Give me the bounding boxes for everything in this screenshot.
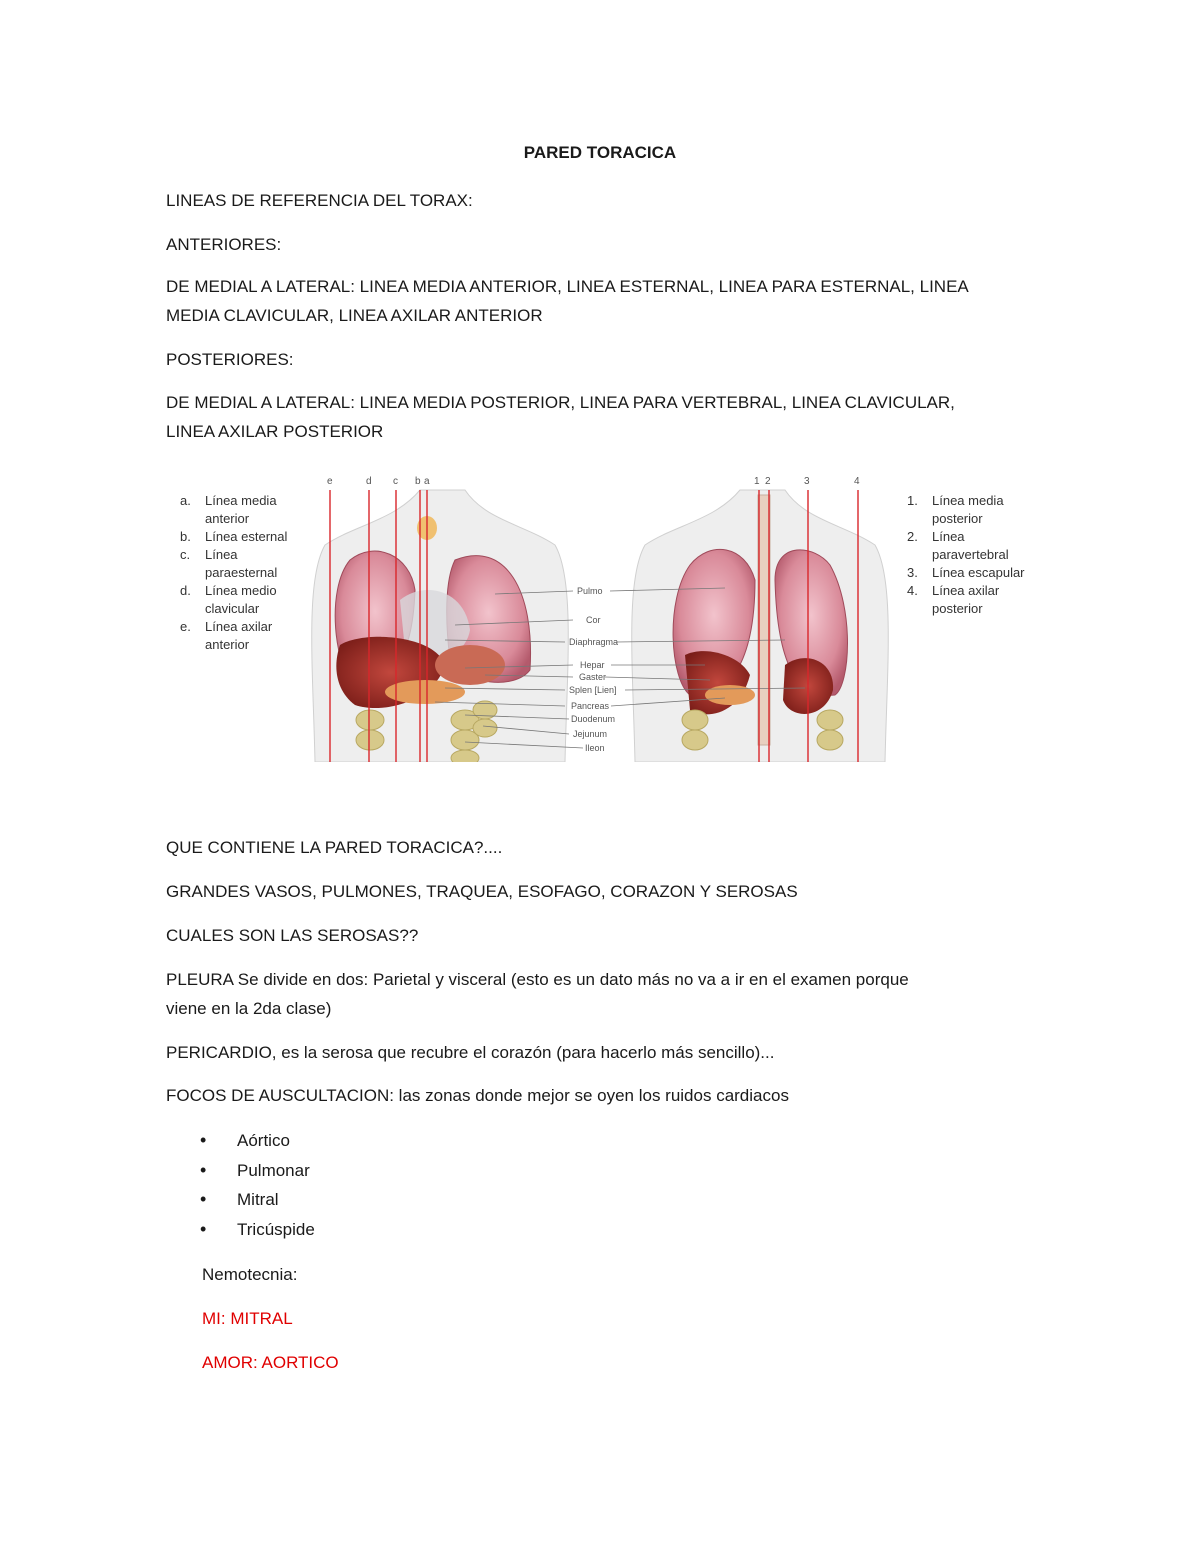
- list-item: • Mitral: [200, 1185, 315, 1215]
- legend-item-c: c. Línea paraesternal: [180, 547, 278, 580]
- line-label-3: 3: [804, 476, 810, 487]
- posteriores-text-line-2: LINEA AXILAR POSTERIOR: [166, 422, 384, 441]
- front-torso: [312, 490, 569, 762]
- legend-item-e: e. Línea axilar anterior: [180, 619, 273, 652]
- pleura-text-line-1: PLEURA Se divide en dos: Parietal y visceral (esto es un dato más no va a ir en el examen porque: [166, 970, 909, 989]
- legend-item-a: a. Línea media anterior: [180, 493, 277, 526]
- legend-item-b: b. Línea esternal: [180, 529, 288, 544]
- label-splen: Splen [Lien]: [569, 685, 617, 695]
- line-label-c: c: [393, 476, 398, 487]
- line-label-d: d: [366, 476, 372, 487]
- list-item: • Tricúspide: [200, 1215, 315, 1245]
- question-contents: QUE CONTIENE LA PARED TORACICA?....: [166, 838, 503, 857]
- label-hepar: Hepar: [580, 660, 605, 670]
- pericardio-text: PERICARDIO, es la serosa que recubre el corazón (para hacerlo más sencillo)...: [166, 1043, 775, 1062]
- posteriores-text-line-1: DE MEDIAL A LATERAL: LINEA MEDIA POSTERIOR, LINEA PARA VERTEBRAL, LINEA CLAVICULAR,: [166, 393, 955, 412]
- thorax-reference-lines-figure: [165, 470, 1045, 762]
- mnemonic-mi-mitral: MI: MITRAL: [202, 1309, 293, 1328]
- legend-item-3: 3. Línea escapular: [907, 565, 1025, 580]
- line-label-1: 1: [754, 476, 760, 487]
- anteriores-heading: ANTERIORES:: [166, 235, 282, 254]
- pleura-text-line-2: viene en la 2da clase): [166, 999, 332, 1018]
- line-label-b: b: [415, 476, 421, 487]
- question-serosas: CUALES SON LAS SEROSAS??: [166, 926, 419, 945]
- lines-heading: LINEAS DE REFERENCIA DEL TORAX:: [166, 191, 473, 210]
- legend-item-2: 2. Línea paravertebral: [907, 529, 1009, 562]
- line-label-e: e: [327, 476, 333, 487]
- line-label-a: a: [424, 476, 430, 487]
- list-item: • Aórtico: [200, 1126, 315, 1156]
- label-pulmo: Pulmo: [577, 586, 603, 596]
- focos-text: FOCOS DE AUSCULTACION: las zonas donde mejor se oyen los ruidos cardiacos: [166, 1086, 789, 1105]
- answer-contents: GRANDES VASOS, PULMONES, TRAQUEA, ESOFAGO, CORAZON Y SEROSAS: [166, 882, 798, 901]
- label-diaphragma: Diaphragma: [569, 637, 619, 647]
- legend-item-d: d. Línea medio clavicular: [180, 583, 277, 616]
- back-legend: [907, 492, 1025, 618]
- label-cor: Cor: [586, 615, 601, 625]
- label-pancreas: Pancreas: [571, 701, 610, 711]
- anteriores-text-line-1: DE MEDIAL A LATERAL: LINEA MEDIA ANTERIOR, LINEA ESTERNAL, LINEA PARA ESTERNAL, LINEA: [166, 277, 969, 296]
- focos-list: [200, 1126, 315, 1244]
- nemotecnia-label: Nemotecnia:: [202, 1265, 298, 1284]
- label-duodenum: Duodenum: [571, 714, 616, 724]
- label-gaster: Gaster: [579, 672, 607, 682]
- page-title: PARED TORACICA: [523, 143, 677, 162]
- legend-item-4: 4. Línea axilar posterior: [907, 583, 1000, 616]
- label-jejunum: Jejunum: [573, 729, 608, 739]
- posteriores-heading: POSTERIORES:: [166, 350, 294, 369]
- mnemonic-amor-aortico: AMOR: AORTICO: [202, 1353, 339, 1372]
- legend-item-1: 1. Línea media posterior: [907, 493, 1004, 526]
- label-ileon: Ileon: [585, 743, 605, 753]
- anteriores-text-line-2: MEDIA CLAVICULAR, LINEA AXILAR ANTERIOR: [166, 306, 543, 325]
- line-label-2: 2: [765, 476, 771, 487]
- list-item: • Pulmonar: [200, 1156, 315, 1186]
- back-torso: [632, 490, 889, 762]
- line-label-4: 4: [854, 476, 860, 487]
